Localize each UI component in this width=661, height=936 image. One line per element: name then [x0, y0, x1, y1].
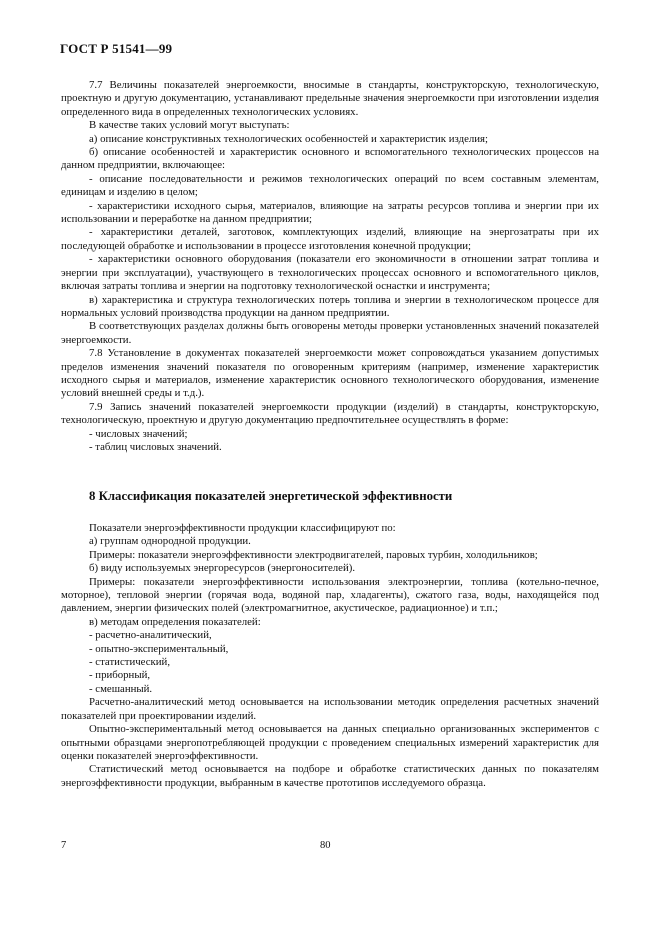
paragraph: Опытно-экспериментальный метод основывается на данных специально организованных экспериментов с опытными образцами энергопотребляющей продукции с проведением специальных измерений характеристик для оценки показателей энергоэффективности.: [61, 723, 599, 762]
paragraph: в) методам определения показателей:: [89, 615, 261, 628]
section-heading: 8 Классификация показателей энергетической эффективности: [89, 489, 453, 503]
paragraph: Примеры: показатели энергоэффективности использования электроэнергии, топлива (котельно-печное, моторное), тепловой энергии (горячая вода, водяной пар, хладагенты), сжатого газа, воды, находящейся под давлением, энергии физических полей (электромагнитное, акустическое, радиационное) и т.п.;: [61, 575, 599, 615]
paragraph: - характеристики деталей, заготовок, комплектующих изделий, влияющие на энергозатраты при их последующей обработке и использовании в процессе изготовления конечной продукции;: [61, 226, 599, 252]
paragraph: В соответствующих разделах должны быть оговорены методы проверки установленных значений показателей энергоемкости.: [61, 320, 599, 346]
paragraph: - характеристики исходного сырья, материалов, влияющие на затраты ресурсов топлива и энергии при их использовании и переработке на данном предприятии;: [61, 199, 599, 226]
section-8-body: [61, 522, 599, 790]
list-item: - статистический,: [89, 656, 171, 669]
footer-mark: 7: [61, 840, 67, 851]
paragraph: 7.8 Установление в документах показателей энергоемкости может сопровождаться указанием допустимых пределов изменения значений показателя по оговоренным критериям (например, изменение характеристик исходного сырья и материалов, изменение характеристик основного технологического оборудования, изменение условий внешней среды и т.д.).: [61, 347, 599, 400]
paragraph: в) характеристика и структура технологических потерь топлива и энергии в технологическом процессе для нормальных условий производства продукции на данном предприятии.: [61, 293, 599, 319]
list-item: - смешанный.: [89, 682, 153, 695]
paragraph: Расчетно-аналитический метод основывается на использовании методик определения расчетных значений показателей при проектировании изделий.: [61, 696, 599, 722]
standard-code-header: ГОСТ Р 51541—99: [60, 41, 173, 56]
paragraph: - характеристики основного оборудования (показатели его экономичности в отношении затрат топлива и энергии при эксплуатации), участвующего в технологических процессах основного и вспомогательного циклов, включая затраты топлива и энергии на подготовку технологической оснастки и инструмента;: [61, 253, 599, 293]
paragraph: а) описание конструктивных технологических особенностей и характеристик изделия;: [89, 132, 489, 145]
paragraph: б) описание особенностей и характеристик основного и вспомогательного технологических процессов на данном предприятии, включающее:: [61, 146, 599, 172]
paragraph: В качестве таких условий могут выступать:: [89, 119, 290, 132]
list-item: - опытно-экспериментальный,: [89, 642, 229, 655]
list-item: - таблиц числовых значений.: [89, 440, 222, 453]
paragraph: - описание последовательности и режимов технологических операций по всем составным элементам, единицам и изделию в целом;: [61, 172, 599, 199]
list-item: - приборный,: [89, 669, 151, 682]
clause-block: [61, 79, 599, 454]
paragraph: Статистический метод основывается на подборе и обработке статистических данных по показателям энергоэффективности продукции, выбранным в качестве прототипов исследуемого образца.: [61, 763, 599, 789]
list-item: - числовых значений;: [89, 427, 188, 440]
paragraph: 7.9 Запись значений показателей энергоемкости продукции (изделий) в стандарты, конструкторскую, технологическую, проектную и другую документацию предпочтительнее осуществлять в форме:: [61, 400, 599, 427]
page-number: 80: [320, 840, 331, 851]
paragraph: а) группам однородной продукции.: [89, 535, 251, 548]
paragraph: 7.7 Величины показателей энергоемкости, вносимые в стандарты, конструкторскую, технологическую, проектную и другую документацию, устанавливают предельные значения энергоемкости при изготовлении изделия определенного вида в определенных технологических условиях.: [61, 79, 599, 118]
paragraph: б) виду используемых энергоресурсов (энергоносителей).: [89, 562, 356, 575]
paragraph: Показатели энергоэффективности продукции классифицируют по:: [89, 522, 396, 534]
paragraph: Примеры: показатели энергоэффективности электродвигателей, паровых турбин, холодильников;: [89, 548, 538, 561]
list-item: - расчетно-аналитический,: [89, 629, 212, 642]
